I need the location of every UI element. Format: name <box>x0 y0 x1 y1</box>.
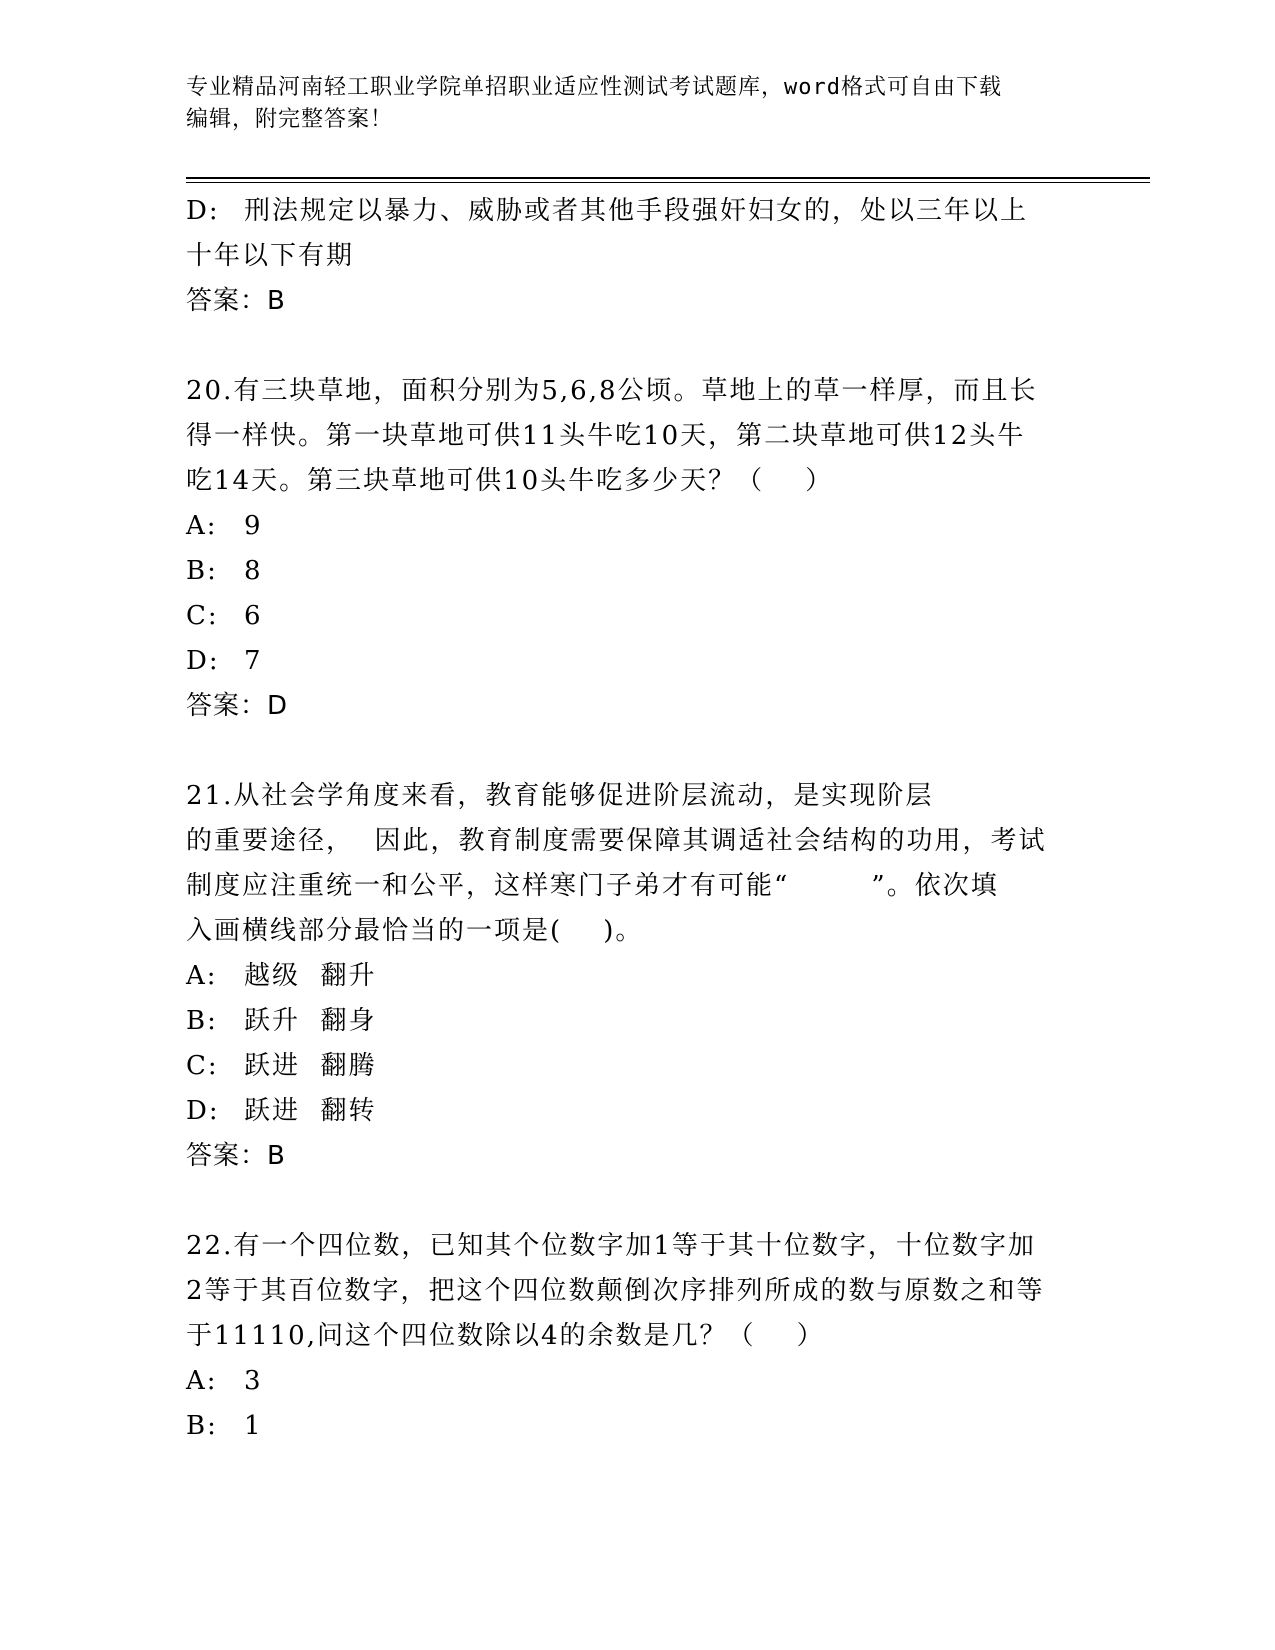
option-d <box>186 1089 1086 1134</box>
header-rule-thick <box>186 177 1150 179</box>
option-text: 8 <box>244 556 263 586</box>
option-text: 7 <box>244 646 263 676</box>
question-text-line: 得一样快。第一块草地可供11头牛吃10天，第二块草地可供12头牛 <box>186 421 1026 451</box>
header-rule-thin <box>186 182 1150 183</box>
option-letter: B: <box>186 1006 218 1036</box>
option-text: 刑法规定以暴力、威胁或者其他手段强奸妇女的，处以三年以上 <box>244 196 1029 226</box>
document-body <box>186 189 1086 1449</box>
option-letter: A: <box>186 1366 218 1396</box>
answer: 答案：B <box>186 1141 286 1171</box>
question-21 <box>186 774 1086 1179</box>
question-text-line: 入画横线部分最恰当的一项是( )。 <box>186 916 644 946</box>
header-line-1: 专业精品河南轻工职业学院单招职业适应性测试考试题库，word格式可自由下载 <box>186 75 1002 100</box>
question-text-line: 的重要途径， 因此，教育制度需要保障其调适社会结构的功用，考试 <box>186 826 1047 856</box>
option-text: 跃进 翻转 <box>244 1096 377 1126</box>
option-text: 跃升 翻身 <box>244 1006 377 1036</box>
option-text: 9 <box>244 511 263 541</box>
question-text-line: 21.从社会学角度来看，教育能够促进阶层流动，是实现阶层 <box>186 781 934 811</box>
option-c <box>186 594 1086 639</box>
option-d <box>186 639 1086 684</box>
header-line-2: 编辑，附完整答案！ <box>186 107 394 132</box>
option-text: 1 <box>244 1411 263 1441</box>
option-letter: B: <box>186 1411 218 1441</box>
page-header <box>186 72 1066 136</box>
question-20 <box>186 369 1086 729</box>
option-a <box>186 954 1086 999</box>
question-text-line: 制度应注重统一和公平，这样寒门子弟才有可能“ ”。依次填 <box>186 871 999 901</box>
option-letter: D: <box>186 196 220 226</box>
question-text-line: 22.有一个四位数，已知其个位数字加1等于其十位数字，十位数字加 <box>186 1231 1036 1261</box>
question-text-line: 吃14天。第三块草地可供10头牛吃多少天？（ ） <box>186 466 834 496</box>
option-text: 3 <box>244 1366 263 1396</box>
option-letter: A: <box>186 961 218 991</box>
question-22 <box>186 1224 1086 1449</box>
prev-option-d-continued: 十年以下有期 <box>186 241 355 271</box>
option-letter: B: <box>186 556 218 586</box>
option-a <box>186 504 1086 549</box>
option-letter: D: <box>186 1096 220 1126</box>
option-b <box>186 549 1086 594</box>
prev-answer: 答案：B <box>186 286 286 316</box>
option-letter: A: <box>186 511 218 541</box>
option-text: 越级 翻升 <box>244 961 377 991</box>
option-b <box>186 999 1086 1044</box>
prev-option-d <box>186 189 1086 234</box>
question-text-line: 20.有三块草地，面积分别为5,6,8公顷。草地上的草一样厚，而且长 <box>186 376 1038 406</box>
question-text-line: 2等于其百位数字，把这个四位数颠倒次序排列所成的数与原数之和等 <box>186 1276 1045 1306</box>
option-letter: C: <box>186 1051 219 1081</box>
option-text: 跃进 翻腾 <box>244 1051 377 1081</box>
option-text: 6 <box>244 601 263 631</box>
option-b <box>186 1404 1086 1449</box>
option-letter: C: <box>186 601 219 631</box>
option-c <box>186 1044 1086 1089</box>
answer: 答案：D <box>186 691 289 721</box>
question-text-line: 于11110,问这个四位数除以4的余数是几？（ ） <box>186 1321 825 1351</box>
option-letter: D: <box>186 646 220 676</box>
option-a <box>186 1359 1086 1404</box>
